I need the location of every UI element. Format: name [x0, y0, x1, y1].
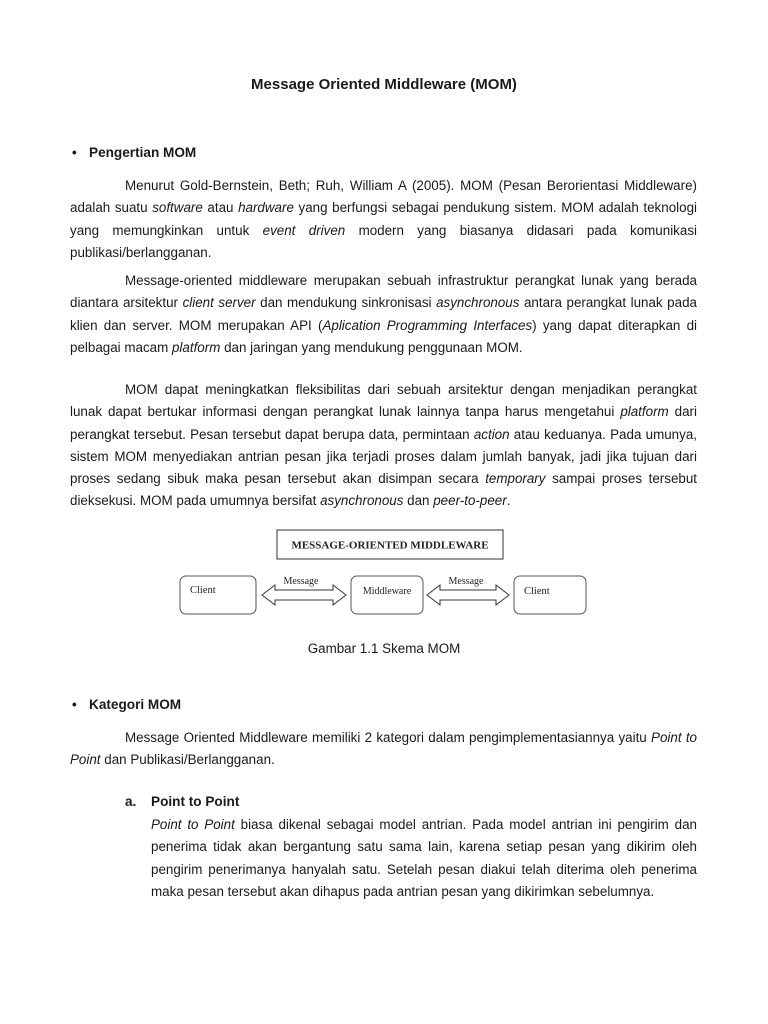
paragraph-point-to-point [151, 814, 697, 903]
italic-term: Point to Point [151, 817, 235, 832]
text-run: atau [202, 200, 239, 216]
italic-term: software [152, 200, 203, 216]
italic-term: Point to Point [70, 730, 697, 768]
text-run: dan Publikasi/Berlangganan. [100, 752, 275, 768]
bullet-icon: • [72, 145, 77, 160]
text-run: modern yang biasanya didasari pada komunikasi publikasi/berlangganan. [70, 222, 697, 260]
bullet-icon: • [72, 697, 77, 712]
text-run: Message Oriented Middleware memiliki 2 kategori dalam pengimplementasiannya yaitu [125, 730, 652, 745]
section-heading-kategori [72, 697, 181, 712]
paragraph-infrastructure [70, 270, 697, 359]
section-heading-pengertian [72, 145, 196, 160]
figure-caption: Gambar 1.1 Skema MOM [307, 641, 461, 656]
text-run: antara perangkat lunak pada klien dan server. MOM merupakan API ( [70, 295, 697, 333]
italic-term: platform [171, 339, 221, 355]
paragraph-definition [70, 175, 697, 264]
text-run: sampai proses tersebut dieksekusi. MOM pada umumnya bersifat [70, 471, 698, 509]
double-arrow-right-icon [427, 585, 509, 605]
text-run: dari perangkat tersebut. Pesan tersebut dapat berupa data, permintaan [70, 404, 697, 442]
mom-diagram [172, 528, 592, 628]
subsection-heading-point-to-point [125, 794, 239, 809]
list-marker: a. [125, 794, 137, 809]
text-run: MOM dapat meningkatkan fleksibilitas dari sebuah arsitektur dengan menjadikan perangkat lunak dapat bertukar informasi dengan perangkat lunak lainnya tanpa harus mengetahui [70, 382, 697, 420]
text-run: . [506, 493, 511, 509]
text-run: dan jaringan yang mendukung penggunaan MOM. [220, 339, 523, 355]
italic-term: action [473, 426, 510, 442]
italic-term: event driven [262, 222, 346, 238]
text-run: biasa dikenal sebagai model antrian. Pada model antrian ini pengirim dan penerima tidak akan bergantung satu sama lain, karena setiap pesan yang dikirim oleh pengirim penerimanya hanyalah satu. Setelah pesan diakui telah diterima oleh penerima maka pesan tersebut akan dihapus pada antrian pesan yang dikirimkan sebelumnya. [151, 817, 697, 899]
italic-term: asynchronous [320, 493, 404, 509]
italic-term: Aplication Programming Interfaces [322, 317, 533, 333]
text-run: Message-oriented middleware merupakan sebuah infrastruktur perangkat lunak yang berada diantara arsitektur [70, 273, 697, 311]
italic-term: hardware [238, 200, 294, 216]
section-heading-text: Pengertian MOM [89, 145, 197, 160]
arrow-right-label: Message [448, 576, 484, 587]
italic-term: asynchronous [436, 295, 520, 311]
text-run: yang berfungsi sebagai pendukung sistem. MOM adalah teknologi yang memungkinkan untuk [70, 200, 697, 238]
italic-term: platform [620, 404, 669, 420]
arrow-left-label: Message [283, 576, 319, 587]
paragraph-categories [70, 727, 697, 772]
paragraph-flexibility [70, 379, 697, 513]
client-left-label: Client [190, 585, 216, 596]
subsection-heading-text: Point to Point [151, 794, 240, 809]
italic-term: client server [182, 295, 256, 311]
text-run: ) yang dapat diterapkan di pelbagai macam [70, 317, 698, 355]
text-run: atau keduanya. Pada umunya, sistem MOM menyediakan antrian pesan jika terjadi proses dalam jumlah banyak, jadi jika tujuan dari proses sedang sibuk maka pesan tersebut akan disimpan secara [70, 426, 697, 487]
italic-term: peer-to-peer [433, 493, 507, 509]
section-heading-text: Kategori MOM [89, 697, 182, 712]
diagram-header-label: MESSAGE-ORIENTED MIDDLEWARE [291, 539, 489, 552]
text-run: Menurut Gold-Bernstein, Beth; Ruh, William A (2005). MOM (Pesan Berorientasi Middleware) adalah suatu [70, 178, 697, 216]
page-title: Message Oriented Middleware (MOM) [251, 76, 517, 93]
double-arrow-left-icon [262, 585, 346, 605]
text-run: dan mendukung sinkronisasi [255, 295, 437, 311]
text-run: dan [403, 493, 434, 509]
middleware-label: Middleware [362, 586, 412, 597]
italic-term: temporary [485, 471, 546, 487]
client-right-label: Client [524, 586, 550, 597]
